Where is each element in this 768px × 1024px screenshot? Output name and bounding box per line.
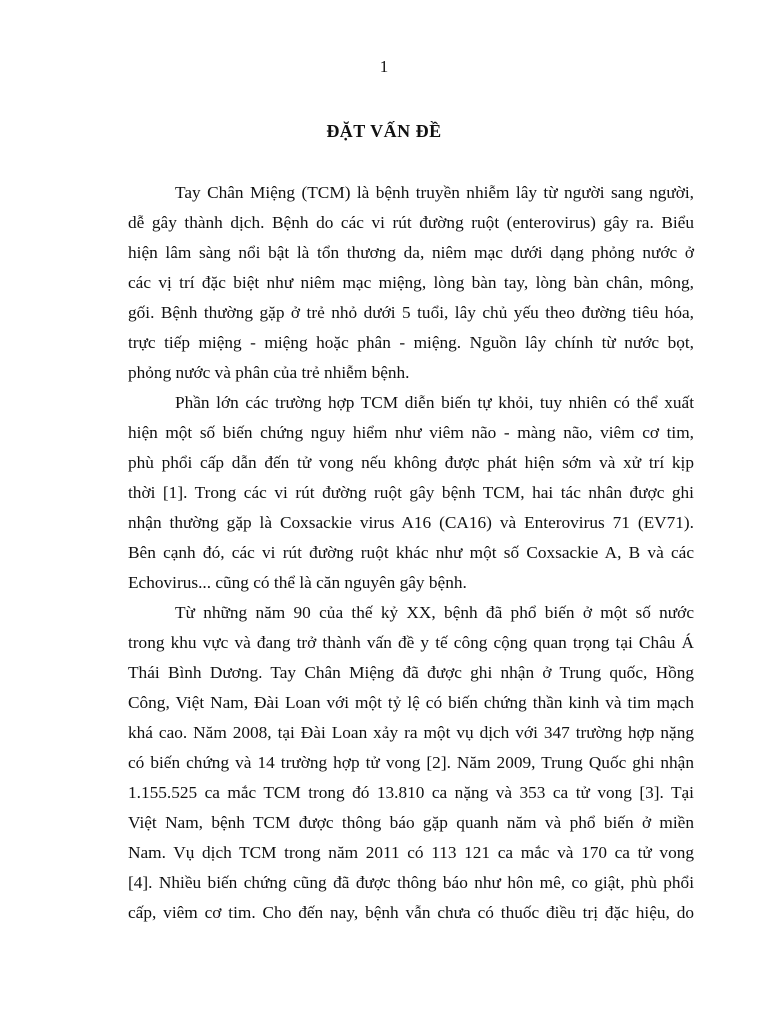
text-line: Phần lớn các trường hợp TCM diễn biến tự khỏi, tuy nhiên có thể xuất: [175, 393, 694, 412]
paragraph-1: [128, 178, 694, 388]
text-line: dễ gây thành dịch. Bệnh do các vi rút đường ruột (enterovirus) gây ra. Biểu: [128, 213, 694, 232]
text-line: Từ những năm 90 của thế kỷ XX, bệnh đã phổ biến ở một số nước: [175, 603, 694, 622]
text-line: nhận thường gặp là Coxsackie virus A16 (CA16) và Enterovirus 71 (EV71).: [128, 513, 694, 532]
text-line: trực tiếp miệng - miệng hoặc phân - miệng. Nguồn lây chính từ nước bọt,: [128, 333, 694, 352]
text-line: khá cao. Năm 2008, tại Đài Loan xảy ra một vụ dịch với 347 trường hợp nặng: [128, 723, 694, 742]
paragraph-3: [128, 598, 694, 928]
text-line: Việt Nam, bệnh TCM được thông báo gặp quanh năm và phổ biến ở miền: [128, 813, 694, 832]
text-line: Thái Bình Dương. Tay Chân Miệng đã được ghi nhận ở Trung quốc, Hồng: [128, 663, 694, 682]
text-line: Echovirus... cũng có thể là căn nguyên gây bệnh.: [128, 573, 467, 592]
text-line: có biến chứng và 14 trường hợp tử vong [2]. Năm 2009, Trung Quốc ghi nhận: [128, 753, 694, 772]
text-line: các vị trí đặc biệt như niêm mạc miệng, lòng bàn tay, lòng bàn chân, mông,: [128, 273, 694, 292]
text-line: 1.155.525 ca mắc TCM trong đó 13.810 ca nặng và 353 ca tử vong [3]. Tại: [128, 783, 694, 802]
text-line: trong khu vực và đang trở thành vấn đề y tế công cộng quan trọng tại Châu Á: [128, 633, 694, 652]
body-text: [128, 178, 694, 928]
text-line: phù phổi cấp dẫn đến tử vong nếu không được phát hiện sớm và xử trí kịp: [128, 453, 694, 472]
paragraph-2: [128, 388, 694, 598]
text-line: Bên cạnh đó, các vi rút đường ruột khác như một số Coxsackie A, B và các: [128, 543, 694, 562]
text-line: gối. Bệnh thường gặp ở trẻ nhỏ dưới 5 tuổi, lây chủ yếu theo đường tiêu hóa,: [128, 303, 694, 322]
text-line: thời [1]. Trong các vi rút đường ruột gây bệnh TCM, hai tác nhân được ghi: [128, 483, 694, 502]
page-title: ĐẶT VẤN ĐỀ: [326, 121, 442, 141]
text-line: Nam. Vụ dịch TCM trong năm 2011 có 113 121 ca mắc và 170 ca tử vong: [128, 843, 694, 862]
text-line: [4]. Nhiều biến chứng cũng đã được thông báo như hôn mê, co giật, phù phổi: [128, 873, 694, 892]
page-number: 1: [379, 57, 389, 76]
text-line: cấp, viêm cơ tim. Cho đến nay, bệnh vẫn chưa có thuốc điều trị đặc hiệu, do: [128, 903, 694, 922]
text-line: phỏng nước và phân của trẻ nhiễm bệnh.: [128, 363, 410, 382]
text-line: hiện một số biến chứng nguy hiểm như viêm não - màng não, viêm cơ tim,: [128, 423, 694, 442]
text-line: Tay Chân Miệng (TCM) là bệnh truyền nhiễm lây từ người sang người,: [175, 183, 694, 202]
text-line: hiện lâm sàng nổi bật là tổn thương da, niêm mạc dưới dạng phỏng nước ở: [128, 243, 694, 262]
text-line: Công, Việt Nam, Đài Loan với một tỷ lệ có biến chứng thần kinh và tim mạch: [128, 693, 694, 712]
